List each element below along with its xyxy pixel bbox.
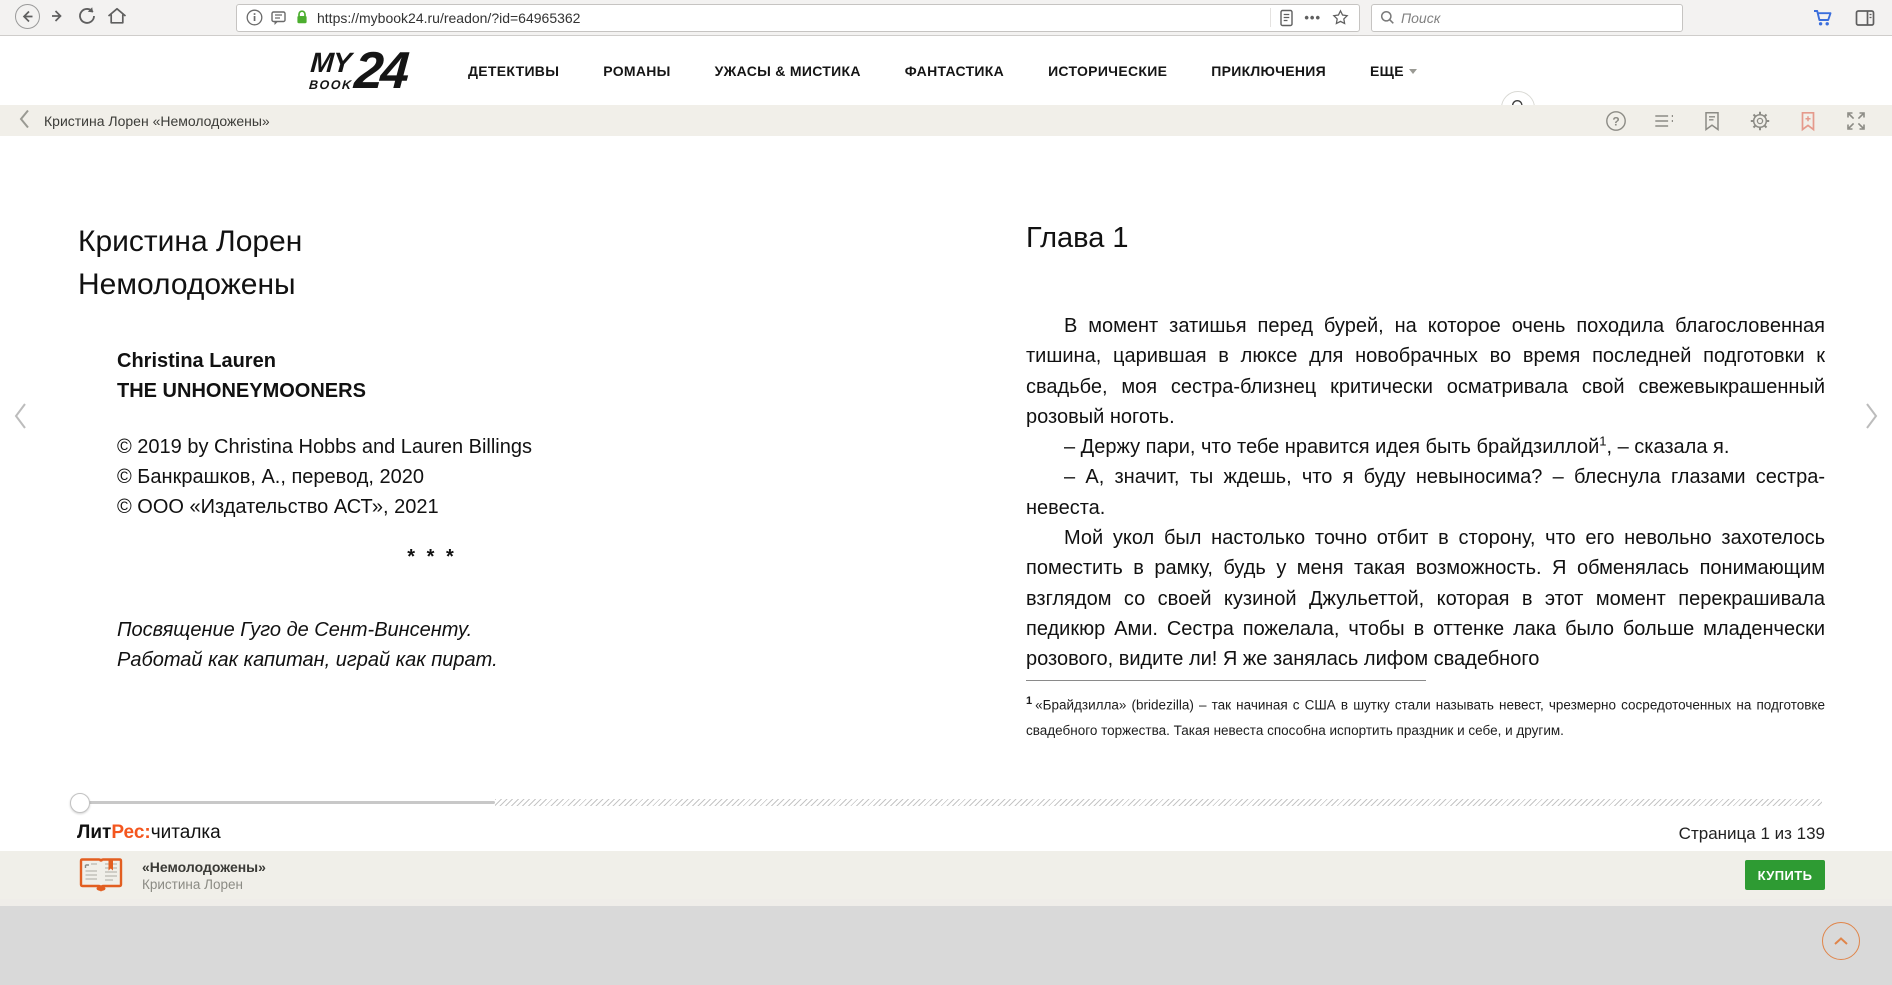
nav-label: ИСТОРИЧЕСКИЕ — [1048, 62, 1168, 79]
back-icon — [14, 3, 41, 33]
nav-item-romances[interactable] — [603, 63, 670, 79]
page-footer — [0, 906, 1892, 985]
page-actions-menu-icon[interactable]: ••• — [1304, 10, 1321, 25]
browser-chrome — [0, 0, 1892, 36]
logo-book: BOOK — [308, 78, 354, 92]
paragraph: В момент затишья перед бурей, на которое очень походила благословенная тишина, царившая в люксе для новобрачных во время последней подготовки к свадьбе, моя сестра-близнец критически осматривала свой свежевыкрашенный розовый ноготь. — [1026, 315, 1825, 428]
logo-number: 24 — [352, 42, 409, 100]
sidebar-icon[interactable] — [1850, 3, 1880, 33]
reading-area — [0, 136, 1892, 851]
dedication-line: Работай как капитан, играй как пират. — [117, 649, 498, 671]
nav-label: ФАНТАСТИКА — [904, 62, 1005, 79]
browser-forward-button[interactable] — [42, 3, 72, 33]
reader-tools — [1605, 110, 1867, 132]
reader-mode-icon[interactable] — [1279, 9, 1294, 27]
help-icon[interactable] — [1605, 110, 1627, 132]
book-author: Кристина Лорен — [78, 225, 303, 258]
scroll-to-top-button[interactable] — [1822, 922, 1860, 960]
book-title: Немолодожены — [78, 268, 296, 301]
prev-page-button[interactable] — [8, 400, 32, 434]
footnote-text: «Брайдзилла» (bridezilla) – так начиная с США в шутку стали называть невест, чрезмерно сосредоточенных на подготовке свадебного торжества. Такая невеста способна испортить праздник и себе, и другим. — [1026, 697, 1825, 739]
site-logo[interactable] — [308, 42, 409, 100]
browser-search-input[interactable] — [1401, 10, 1674, 26]
reader-book-title: Кристина Лорен «Немолодожены» — [44, 112, 270, 129]
nav-item-horror-mystic[interactable] — [715, 63, 861, 79]
svg-text:?: ? — [1612, 113, 1620, 128]
bookmark-star-icon[interactable] — [1331, 8, 1350, 27]
paragraph-text: – Держу пари, что тебе нравится идея быть брайдзиллой — [1064, 436, 1600, 459]
logo-text-column — [309, 49, 355, 92]
https-lock-icon — [294, 9, 310, 26]
bookmarks-list-icon[interactable] — [1701, 110, 1723, 132]
footnote-text-block — [1026, 688, 1825, 745]
original-title: THE UNHONEYMOONERS — [117, 380, 366, 402]
footnote-ref[interactable]: 1 — [1599, 433, 1607, 449]
paragraph: Мой укол был настолько точно отбит в сторону, что его невольно захотелось поместить в рамку, будь у меня такая возможность. Я обменялась понимающим взглядом со своей кузиной Джульеттой, которая в этот момент перекрашивала педикюр Ами. Сестра пожелала, чтобы в оттенке лака было больше младенчески розового, видите ли! Я же занялась лифом свадебного — [1026, 527, 1825, 671]
copyright-line: © Банкрашков, А., перевод, 2020 — [117, 466, 425, 488]
url-text[interactable]: https://mybook24.ru/readon/?id=64965362 — [317, 9, 581, 26]
footnote-rule — [1026, 680, 1426, 681]
litres-logo — [77, 822, 221, 844]
forward-icon — [44, 3, 70, 32]
right-page — [1026, 218, 1825, 744]
book-title-block — [78, 220, 790, 306]
reader-back-button[interactable] — [14, 109, 34, 133]
purchase-book-author: Кристина Лорен — [142, 876, 243, 892]
chapter-title: Глава 1 — [1026, 222, 1129, 254]
chevron-down-icon — [1409, 69, 1417, 74]
add-bookmark-icon[interactable] — [1797, 110, 1819, 132]
paragraph: – А, значит, ты ждешь, что я буду невыносима? – блеснула глазами сестра-невеста. — [1026, 466, 1825, 519]
fullscreen-icon[interactable] — [1845, 110, 1867, 132]
dedication-block — [117, 615, 790, 675]
buy-button[interactable]: КУПИТЬ — [1745, 860, 1825, 890]
browser-back-button[interactable] — [12, 3, 42, 33]
nav-label: ДЕТЕКТИВЫ — [468, 62, 560, 79]
nav-label: РОМАНЫ — [603, 62, 671, 79]
urlbar-page-actions — [1270, 8, 1350, 27]
slider-track-locked[interactable] — [495, 799, 1822, 806]
nav-label: ПРИКЛЮЧЕНИЯ — [1211, 62, 1327, 79]
reload-icon — [74, 3, 100, 32]
section-separator: * * * — [407, 546, 457, 568]
nav-item-more[interactable] — [1370, 63, 1417, 79]
purchase-book-info — [142, 859, 266, 892]
footer-divider — [0, 899, 1892, 906]
litres-part-3: читалка — [150, 822, 221, 843]
browser-home-button[interactable] — [102, 3, 132, 33]
chapter-text — [1026, 311, 1825, 675]
slider-track-read[interactable] — [82, 801, 495, 804]
nav-label: ЕЩЕ — [1370, 62, 1404, 79]
original-author: Christina Lauren — [117, 350, 276, 372]
site-header — [0, 36, 1892, 105]
next-page-button[interactable] — [1860, 400, 1884, 434]
browser-reload-button[interactable] — [72, 3, 102, 33]
logo-my: MY — [309, 47, 352, 78]
page-indicator: Страница 1 из 139 — [1678, 824, 1825, 843]
paragraph — [1026, 432, 1825, 462]
litres-part-1: Лит — [77, 822, 112, 843]
nav-item-fantasy[interactable] — [905, 63, 1004, 79]
original-title-block — [117, 346, 790, 406]
chevron-left-icon — [17, 107, 31, 134]
contents-icon[interactable] — [1653, 110, 1675, 132]
page-info-icon[interactable] — [246, 9, 263, 26]
address-bar[interactable] — [236, 4, 1360, 32]
paragraph-text: , – сказала я. — [1606, 436, 1730, 459]
copyright-line: © ООО «Издательство АСТ», 2021 — [117, 496, 439, 518]
slider-knob[interactable] — [70, 793, 90, 813]
copyright-block — [117, 432, 790, 522]
open-book-icon — [78, 856, 124, 894]
permissions-icon[interactable] — [270, 10, 287, 26]
progress-slider[interactable] — [70, 793, 1825, 813]
purchase-bar — [0, 851, 1892, 899]
reader-toolbar — [0, 105, 1892, 136]
settings-gear-icon[interactable] — [1749, 110, 1771, 132]
dedication-line: Посвящение Гуго де Сент-Винсенту. — [117, 619, 473, 641]
chevron-left-icon — [12, 401, 28, 434]
chevron-right-icon — [1864, 401, 1880, 434]
left-page — [78, 220, 790, 675]
nav-label: УЖАСЫ & МИСТИКА — [714, 62, 861, 79]
main-nav — [468, 36, 1417, 105]
search-icon — [1380, 10, 1395, 25]
copyright-line: © 2019 by Christina Hobbs and Lauren Billings — [117, 436, 532, 458]
nav-item-historical[interactable] — [1048, 63, 1167, 79]
browser-search[interactable] — [1371, 4, 1683, 32]
footnote-marker: 1 — [1026, 694, 1033, 707]
chevron-up-icon — [1833, 934, 1849, 949]
nav-item-adventures[interactable] — [1211, 63, 1326, 79]
cart-icon[interactable] — [1808, 3, 1838, 33]
home-icon — [104, 3, 130, 32]
nav-item-detectives[interactable] — [468, 63, 559, 79]
chrome-extensions — [1808, 3, 1880, 33]
litres-part-2: Рес: — [111, 822, 151, 843]
footnote-block — [1026, 680, 1825, 745]
purchase-book-title: «Немолодожены» — [142, 858, 266, 875]
